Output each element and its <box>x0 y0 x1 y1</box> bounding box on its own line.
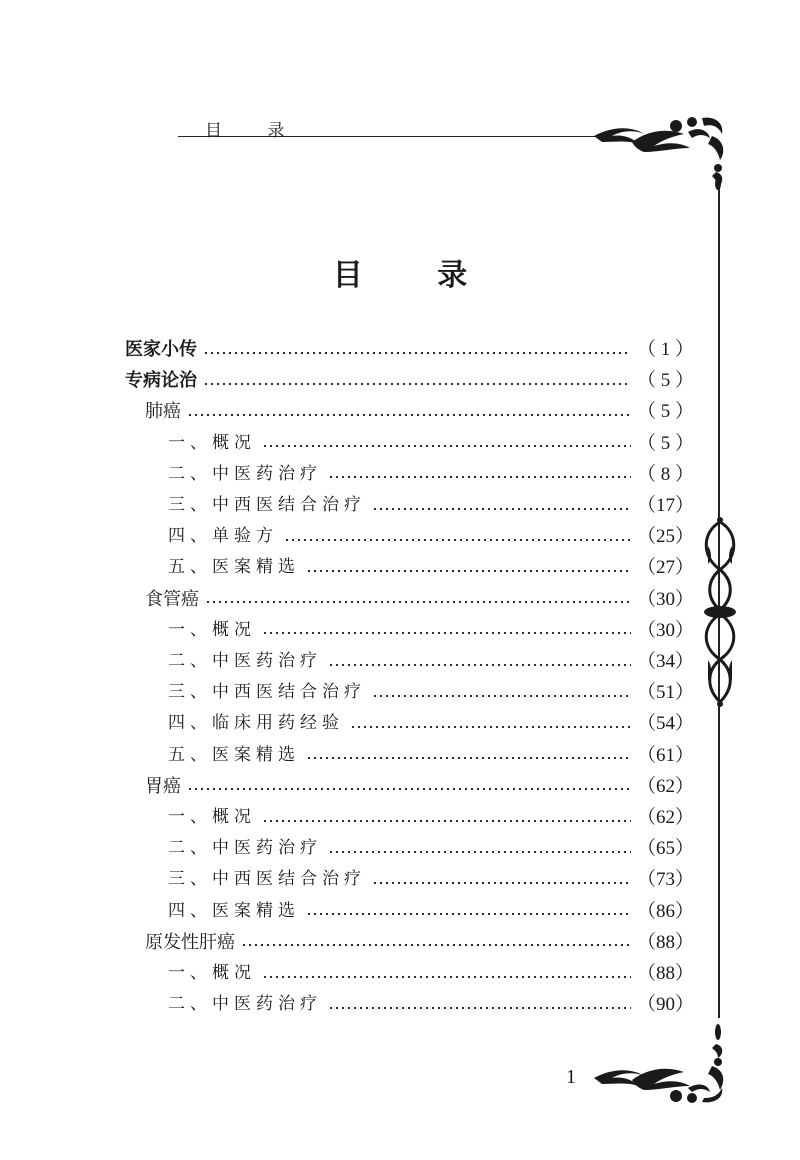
toc-entry-label: 四、医案精选 <box>168 900 300 921</box>
toc-entry[interactable] <box>168 802 695 833</box>
toc-entry[interactable] <box>145 927 695 958</box>
corner-ornament-top <box>592 112 732 192</box>
toc-entry[interactable] <box>168 708 695 739</box>
toc-entry[interactable] <box>168 521 695 552</box>
toc-entry-page: （ 8 ） <box>637 463 695 485</box>
toc-leader-dots <box>306 570 631 572</box>
toc-leader-dots <box>187 788 631 790</box>
toc-entry[interactable] <box>168 428 695 459</box>
toc-entry-label: 三、中西医结合治疗 <box>168 495 366 515</box>
header-rule <box>178 136 608 137</box>
toc-entry-label: 三、中西医结合治疗 <box>168 682 366 703</box>
toc-entry-page: （90） <box>637 994 695 1016</box>
page-number: 1 <box>566 1066 576 1088</box>
toc-entry-label: 肺癌 <box>145 401 181 423</box>
toc-leader-dots <box>372 508 631 510</box>
toc-entry-page: （86） <box>637 900 695 922</box>
toc-entry-label: 专病论治 <box>125 370 197 392</box>
toc-entry-page: （54） <box>637 713 695 735</box>
toc-entry-label: 胃癌 <box>145 775 181 797</box>
toc-leader-dots <box>187 414 631 416</box>
toc-entry-label: 一、概况 <box>168 619 256 640</box>
toc-entry-label: 三、中西医结合治疗 <box>168 869 366 890</box>
toc-entry-page: （65） <box>637 838 695 860</box>
toc-entry-label: 二、中医药治疗 <box>168 463 322 484</box>
toc-entry-label: 一、概况 <box>168 807 256 827</box>
toc-entry-page: （51） <box>637 682 695 704</box>
corner-ornament-bottom <box>592 1018 732 1108</box>
toc-entry-label: 医家小传 <box>125 339 197 360</box>
toc-entry-page: （88） <box>637 931 695 953</box>
toc-entry[interactable] <box>168 459 695 490</box>
toc-leader-dots <box>241 944 631 946</box>
toc-entry-page: （30） <box>637 619 695 641</box>
toc-entry-page: （ 5 ） <box>637 370 695 392</box>
toc-entry-page: （27） <box>637 557 695 579</box>
toc-entry[interactable] <box>145 771 695 802</box>
toc-entry[interactable] <box>168 646 695 677</box>
toc-entry-label: 二、中医药治疗 <box>168 838 322 859</box>
toc-leader-dots <box>262 445 631 447</box>
toc-entry-page: （62） <box>637 775 695 797</box>
toc-leader-dots <box>350 726 631 728</box>
toc-leader-dots <box>262 820 631 822</box>
toc-entry[interactable] <box>125 365 695 396</box>
toc-entry-page: （ 1 ） <box>637 339 695 360</box>
toc-entry[interactable] <box>168 740 695 771</box>
toc-entry[interactable] <box>145 584 695 615</box>
toc-entry-label: 五、医案精选 <box>168 557 300 578</box>
toc-entry[interactable] <box>168 615 695 646</box>
toc-leader-dots <box>205 601 631 603</box>
toc-leader-dots <box>306 757 631 759</box>
toc-entry[interactable] <box>168 833 695 864</box>
toc-entry-label: 四、临床用药经验 <box>168 713 344 734</box>
toc-leader-dots <box>328 1007 631 1009</box>
toc-entry-page: （ 5 ） <box>637 401 695 423</box>
toc-leader-dots <box>203 352 631 354</box>
toc-entry[interactable] <box>168 490 695 521</box>
toc-entry-page: （61） <box>637 744 695 766</box>
toc-entry-page: （34） <box>637 651 695 672</box>
toc-leader-dots <box>284 539 631 541</box>
toc-entry[interactable] <box>168 958 695 989</box>
page-title: 目 录 <box>332 258 500 293</box>
toc-entry[interactable] <box>168 552 695 583</box>
toc-entry-page: （88） <box>637 963 695 984</box>
toc-entry[interactable] <box>168 677 695 708</box>
toc-leader-dots <box>328 476 631 478</box>
running-head: 目 录 <box>205 121 305 141</box>
toc-leader-dots <box>306 913 631 915</box>
toc-entry[interactable] <box>145 396 695 427</box>
toc-entry[interactable] <box>168 896 695 927</box>
toc-entry-label: 原发性肝癌 <box>145 931 235 953</box>
toc-entry[interactable] <box>168 864 695 895</box>
toc-entry-page: （25） <box>637 526 695 548</box>
toc-entry-page: （ 5 ） <box>637 432 695 454</box>
toc-leader-dots <box>203 383 631 385</box>
toc-leader-dots <box>372 882 631 884</box>
toc-entry-label: 食管癌 <box>145 588 199 610</box>
toc-entry-page: （17） <box>637 495 695 516</box>
toc-entry-page: （30） <box>637 588 695 610</box>
toc-entry-label: 四、单验方 <box>168 526 278 547</box>
toc-entry-label: 一、概况 <box>168 432 256 453</box>
side-ornament-middle <box>698 516 742 708</box>
toc-entry[interactable] <box>168 989 695 1020</box>
toc-entry-label: 二、中医药治疗 <box>168 651 322 671</box>
toc-entry-label: 二、中医药治疗 <box>168 994 322 1015</box>
toc-entry-label: 一、概况 <box>168 963 256 983</box>
toc-leader-dots <box>262 632 631 634</box>
toc-entry-page: （73） <box>637 869 695 891</box>
toc-leader-dots <box>328 851 631 853</box>
toc-entry[interactable] <box>125 334 695 365</box>
toc-entry-page: （62） <box>637 807 695 828</box>
toc-entry-label: 五、医案精选 <box>168 744 300 765</box>
toc-leader-dots <box>262 976 631 978</box>
toc-leader-dots <box>328 664 631 666</box>
toc-leader-dots <box>372 695 631 697</box>
